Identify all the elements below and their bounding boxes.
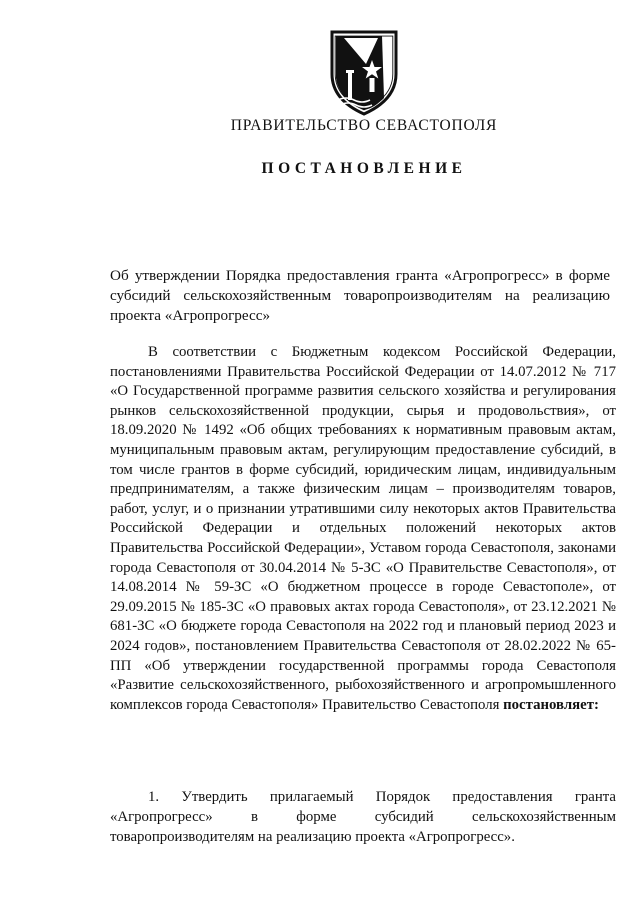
preamble-paragraph — [110, 343, 616, 715]
point-1-paragraph: 1. Утвердить прилагаемый Порядок предоставления гранта «Агропрогресс» в форме субсидий сельскохозяйственным товаропроизводителям на реализацию проекта «Агропрогресс». — [110, 789, 616, 845]
resolves-word: постановляет: — [503, 696, 599, 713]
organization-name: ПРАВИТЕЛЬСТВО СЕВАСТОПОЛЯ — [230, 117, 498, 134]
preamble-text: В соответствии с Бюджетным кодексом Российской Федерации, постановлениями Правительства Российской Федерации от 14.07.2012 № 717 «О Государственной программе развития сельского хозяйства и регулирования рынков сельскохозяйственной продукции, сырья и продовольствия», от 18.09.2020 № 1492 «Об общих требованиях к нормативным правовым актам, муниципальным правовым актам, регулирующим предоставление субсидий, в том числе грантов в форме субсидий, юридическим лицам, индивидуальным предпринимателям, а также физическим лицам – производителям товаров, работ, услуг, и о признании утратившими силу некоторых актов Правительства Российской Федерации и отдельных положений некоторых актов Правительства Российской Федерации», Уставом города Севастополя, законами города Севастополя от 30.04.2014 № 5-ЗС «О Правительстве Севастополя», от 14.08.2014 № 59-ЗС «О бюджетном процессе в городе Севастополе», от 29.09.2015 № 185-ЗС «О правовых актах города Севастополя», от 23.12.2021 № 681-ЗС «О бюджете города Севастополя на 2022 год и плановый период 2023 и 2024 годов», постановлением Правительства Севастополя от 28.02.2022 № 65-ПП «Об утверждении государственной программы города Севастополя «Развитие сельскохозяйственного, рыбохозяйственного и агропромышленного комплексов города Севастополя» Правительство Севастополя — [110, 344, 616, 713]
document-title: Об утверждении Порядка предоставления гранта «Агропрогресс» в форме субсидий сельскохозяйственным товаропроизводителям на реализацию проекта «Агропрогресс» — [110, 267, 610, 324]
sevastopol-coat-of-arms-icon — [326, 28, 402, 116]
document-type: ПОСТАНОВЛЕНИЕ — [261, 160, 467, 177]
